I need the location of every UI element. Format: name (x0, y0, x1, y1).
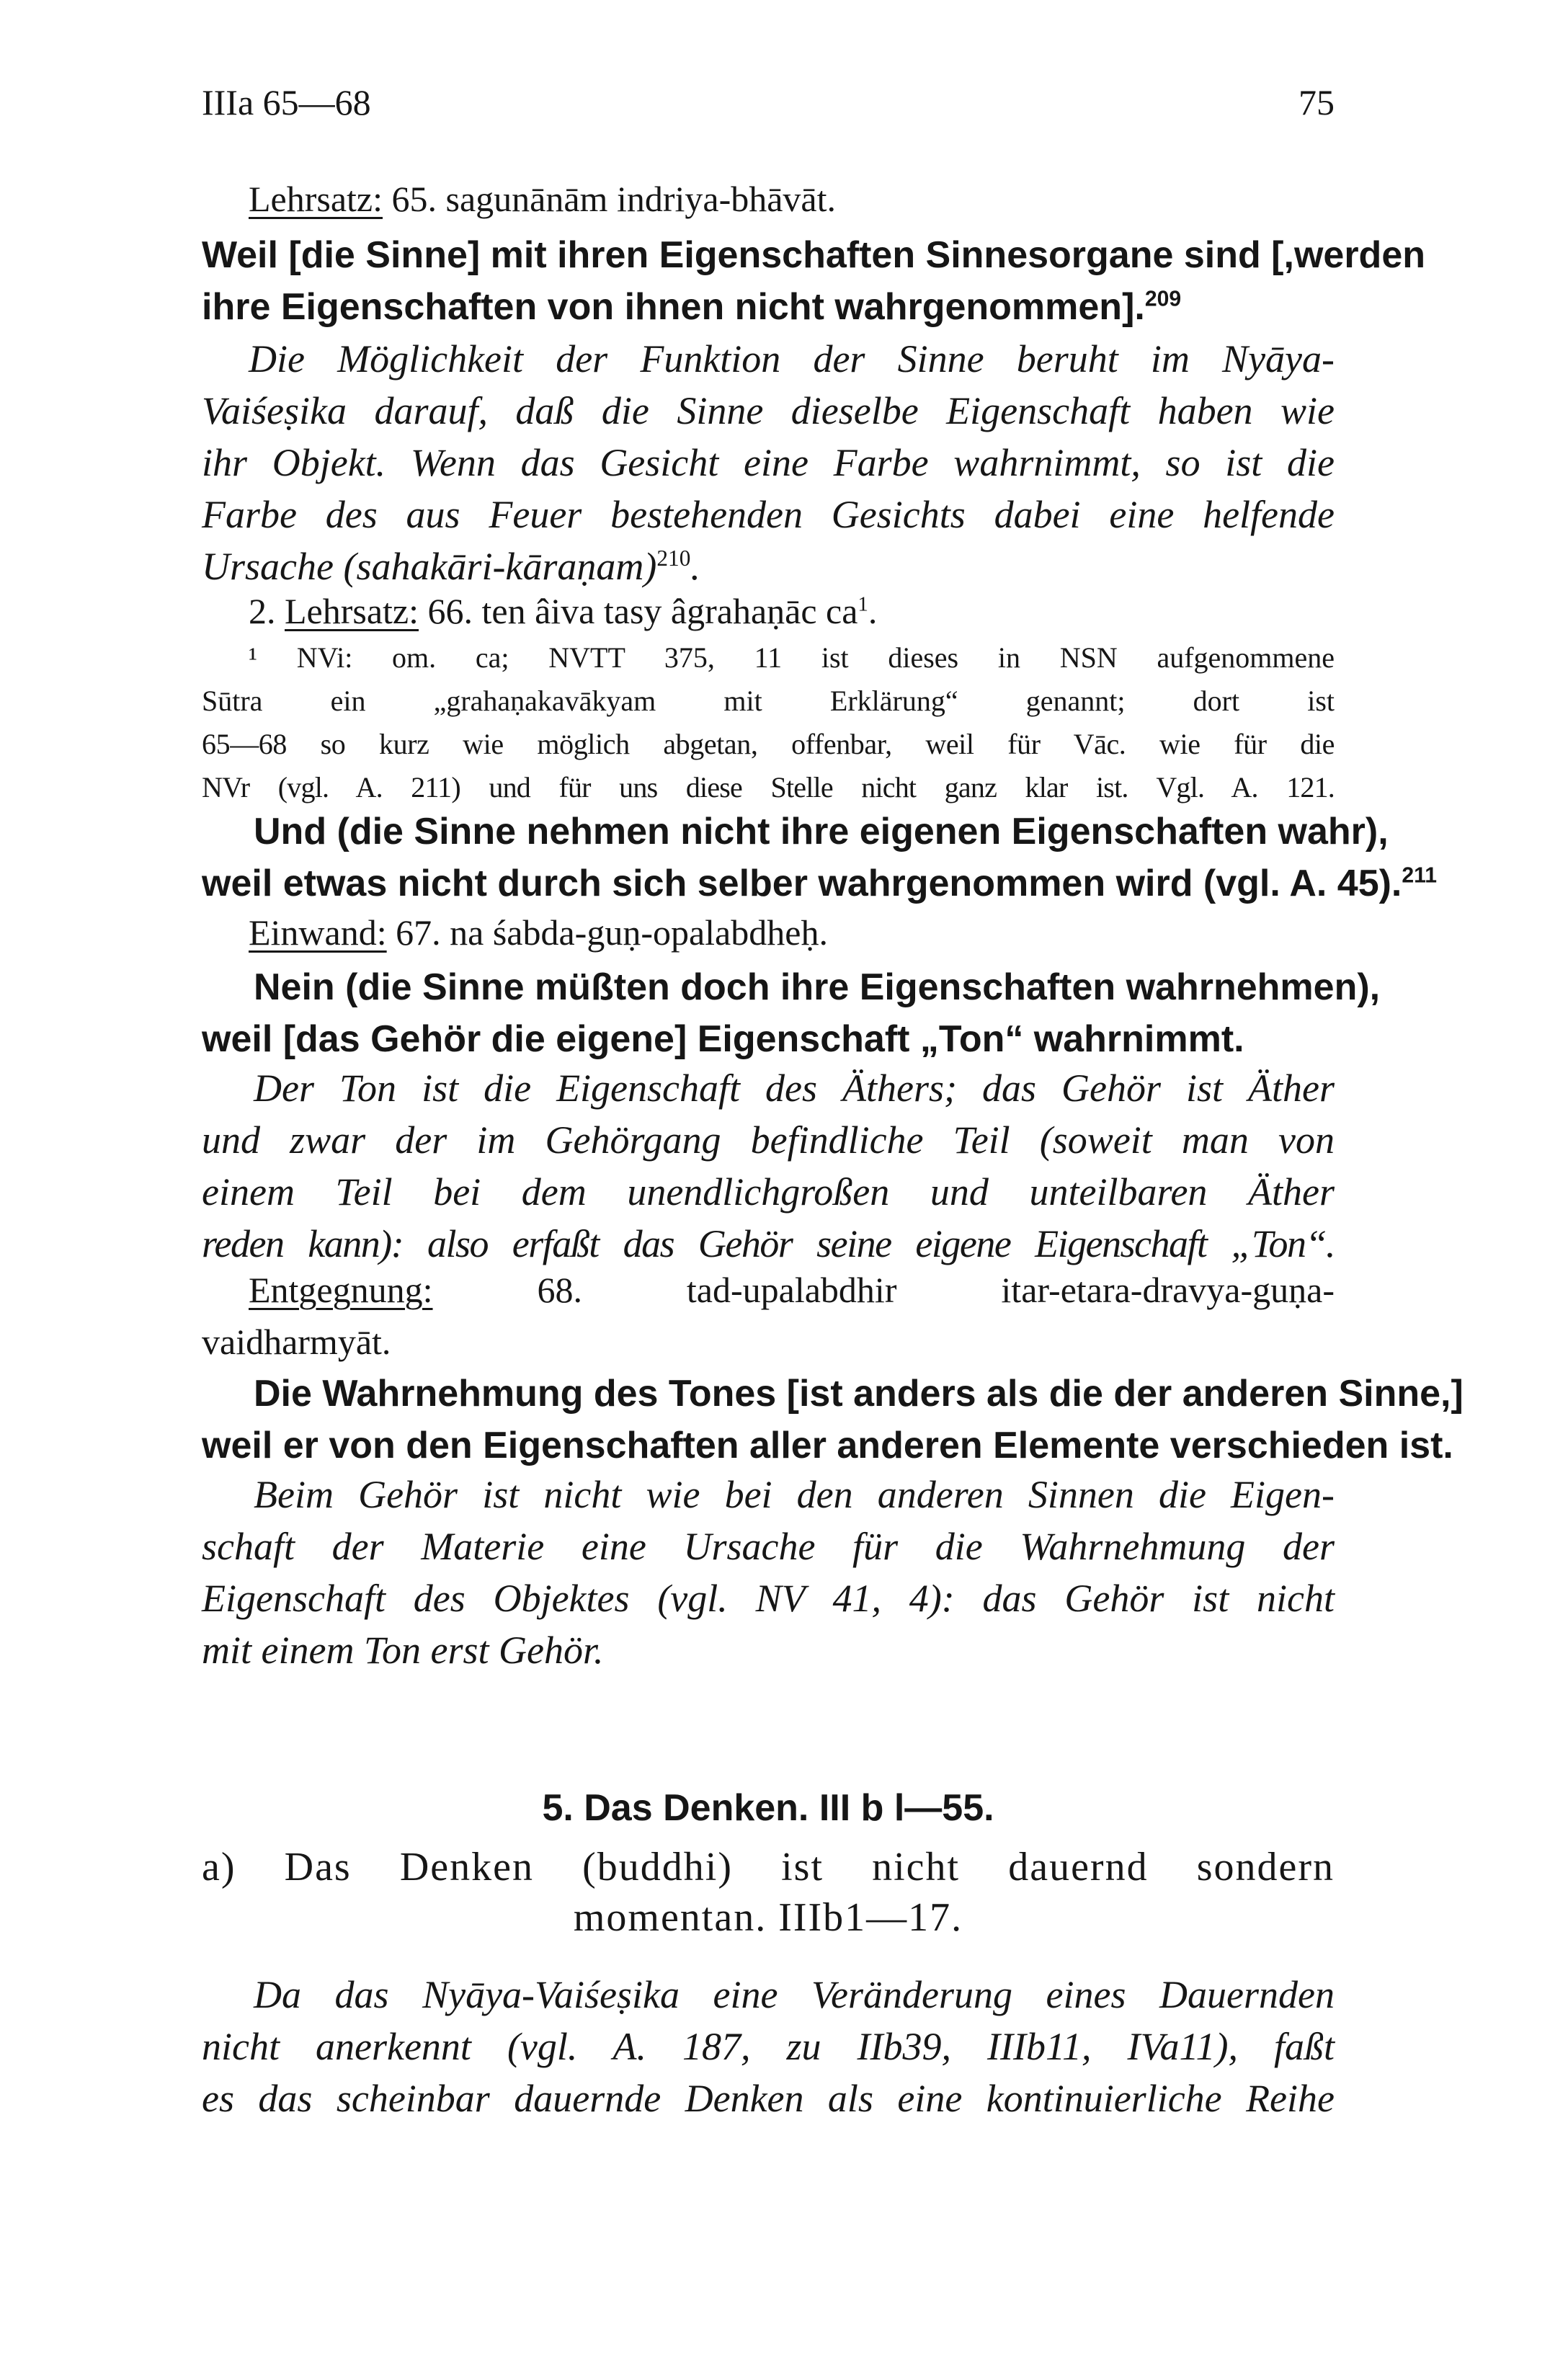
translation-line: weil er von den Eigenschaften aller anderen Elemente verschieden ist. (202, 1425, 1453, 1466)
commentary-line: Die Möglichkeit der Funktion der Sinne beruht im Nyāya- (249, 337, 1335, 380)
footnote-line: 65—68 so kurz wie möglich abgetan, offenbar, weil für Vāc. wie für die (202, 728, 1335, 760)
commentary-line: schaft der Materie eine Ursache für die Wahrnehmung der (202, 1525, 1335, 1568)
commentary-section-5 (202, 1969, 1335, 2134)
commentary-line: nicht anerkennt (vgl. A. 187, zu IIb39, IIIb11, IVa11), faßt (202, 2025, 1335, 2068)
sutra-text: 68. tad-upalabdhir itar-etara-dravya-guṇa- (432, 1270, 1335, 1310)
sutra-66: 2. Lehrsatz: 66. ten âiva tasy âgrahaṇāc $ca^1$. (249, 591, 878, 631)
sutra-label: Lehrsatz: (249, 179, 383, 219)
sutra-text: 65. sagunānām indriya-bhāvāt. (383, 179, 836, 219)
footnote-line: NVr (vgl. A. 211) und für uns diese Stelle nicht ganz klar ist. Vgl. A. 121. (202, 771, 1335, 803)
translation-line: weil [das Gehör die eigene] Eigenschaft „Ton“ wahrnimmt. (202, 1018, 1244, 1060)
page-number: 75 (1298, 82, 1335, 123)
sutra-label: Lehrsatz: (285, 591, 419, 631)
sutra-text: 67. na śabda-guṇ-opalabdheḥ. (386, 912, 828, 953)
footnote-ref: 1 (858, 592, 868, 616)
translation-line: ihre Eigenschaften von ihnen nicht wahrgenommen].$^{209}$ (202, 286, 1182, 328)
translation-line: Nein (die Sinne müßten doch ihre Eigenschaften wahrnehmen), (254, 966, 1381, 1008)
commentary-line: Eigenschaft des Objektes (vgl. NV 41, 4): das Gehör ist nicht (202, 1577, 1335, 1620)
sutra-text: 66. ten âiva tasy âgrahaṇāc ca (419, 591, 858, 631)
translation-line: Weil [die Sinne] mit ihren Eigenschaften Sinnesorgane sind [,werden (202, 234, 1425, 276)
commentary-line: mit einem Ton erst Gehör. (202, 1629, 604, 1672)
translation-66 (202, 806, 1438, 914)
note-ref: 209 (1144, 287, 1182, 311)
commentary-line: Beim Gehör ist nicht wie bei den anderen Sinnen die Eigen- (254, 1473, 1335, 1516)
sutra-line: vaidharmyāt. (202, 1322, 391, 1362)
commentary-line: einem Teil bei dem unendlichgroßen und unteilbaren Äther (202, 1170, 1335, 1214)
section-heading: 5. Das Denken. III b l—55. (542, 1787, 994, 1829)
commentary-line: Farbe des aus Feuer bestehenden Gesichts dabei eine helfende (202, 493, 1335, 536)
note-ref: 210 (656, 546, 691, 571)
commentary-line: Der Ton ist die Eigenschaft des Äthers; das Gehör ist Äther (254, 1067, 1335, 1110)
commentary-line: Ursache (sahakāri-kāraṇam)$^{210}$. (202, 545, 700, 588)
subsection-heading (202, 1842, 1335, 1950)
footnote (202, 636, 1335, 816)
sutra-65 (249, 173, 836, 225)
commentary-67 (202, 1062, 1335, 1278)
translation-line: weil etwas nicht durch sich selber wahrgenommen wird (vgl. A. 45).$^{211}$ (202, 863, 1438, 904)
translation-line: Die Wahrnehmung des Tones [ist anders als die der anderen Sinne,] (254, 1373, 1464, 1415)
translation-68 (202, 1368, 1464, 1476)
subsection-line: a) Das Denken (buddhi) ist nicht dauernd sondern (202, 1845, 1335, 1889)
footnote-line: ¹ NVi: om. ca; NVTT 375, 11 ist dieses in NSN aufgenommene (249, 641, 1335, 674)
translation-65 (202, 229, 1425, 337)
sutra-68 (202, 1264, 1335, 1372)
sutra-line (202, 1264, 1335, 1316)
footnote-line: Sūtra ein „grahaṇakavākyam mit Erklärung“ genannt; dort ist (202, 685, 1335, 717)
note-ref: 211 (1402, 863, 1438, 888)
commentary-68 (202, 1469, 1335, 1685)
commentary-line: Da das Nyāya-Vaiśeṣika eine Veränderung eines Dauernden (254, 1973, 1335, 2016)
translation-67 (202, 961, 1381, 1069)
commentary-line: es das scheinbar dauernde Denken als eine kontinuierliche Reihe (202, 2077, 1335, 2120)
commentary-line: reden kann): also erfaßt das Gehör seine eigene Eigenschaft „Ton“. (202, 1222, 1335, 1265)
commentary-line: Vaiśeṣika darauf, daß die Sinne dieselbe Eigenschaft haben wie (202, 389, 1335, 432)
sutra-label: Einwand: (249, 912, 387, 953)
translation-line: Und (die Sinne nehmen nicht ihre eigenen Eigenschaften wahr), (254, 811, 1389, 852)
commentary-65 (202, 333, 1335, 600)
sutra-67 (249, 907, 828, 958)
running-header-left: IIIa 65—68 (202, 82, 371, 123)
commentary-line: und zwar der im Gehörgang befindliche Teil (soweit man von (202, 1118, 1335, 1162)
subsection-line: momentan. IIIb1—17. (573, 1895, 963, 1940)
commentary-line: ihr Objekt. Wenn das Gesicht eine Farbe wahrnimmt, so ist die (202, 441, 1335, 484)
sutra-label: Entgegnung: (249, 1270, 433, 1310)
